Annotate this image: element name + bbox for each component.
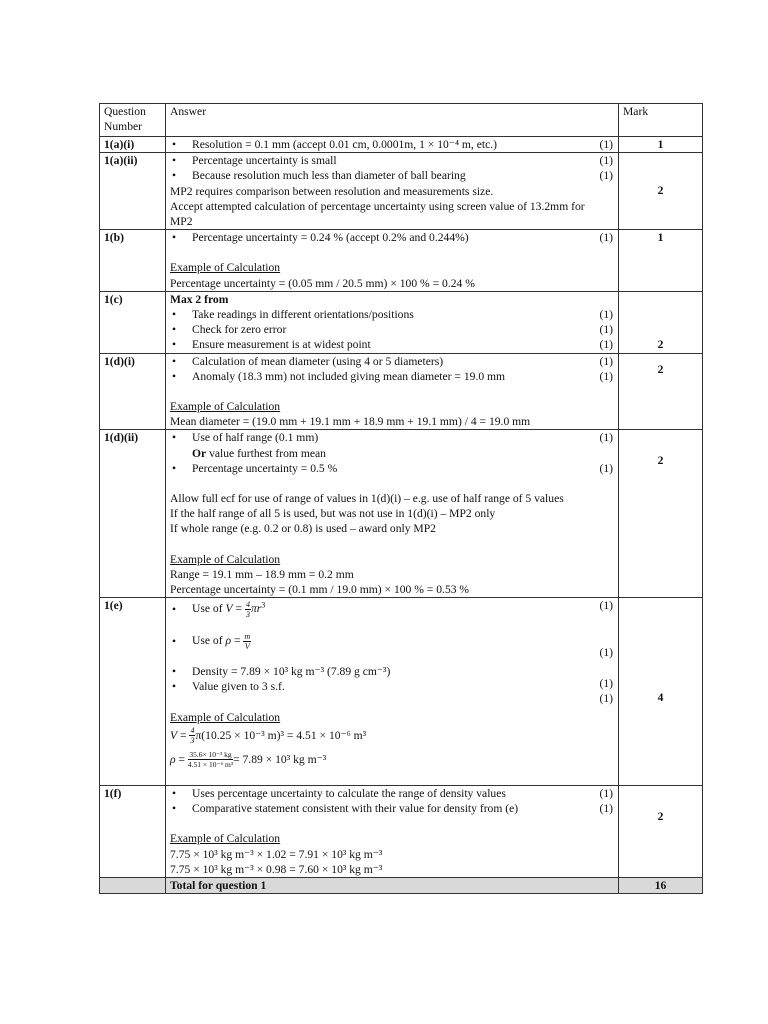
- bullet-text: Value given to 3 s.f.: [192, 680, 285, 694]
- bullet-text: Comparative statement consistent with their value for density from (e): [192, 802, 519, 816]
- example-heading: Example of Calculation: [170, 832, 281, 846]
- row-1a-ii: [100, 153, 703, 230]
- answer-cell: • Percentage uncertainty is small • Because resolution much less than diameter of ball bearing MP2 requires comparison between resolution and measurements size. Accept attempted calculation of percentage uncertainty using screen value of 13.2mm for MP2: [166, 153, 596, 230]
- question-number-header: Question Number: [100, 104, 166, 137]
- example-line: Percentage uncertainty = (0.1 mm / 19.0 mm) × 100 % = 0.53 %: [170, 583, 470, 597]
- row-1f: [100, 785, 703, 877]
- example-line: 7.75 × 10³ kg m⁻³ × 0.98 = 7.60 × 10³ kg m⁻³: [170, 862, 383, 876]
- answer-cell: • Use of V = $\frac{4}{3}$ $\pi r^3$ • Use of ρ = $\frac{m}{V}$ • Density = 7.89 × 10³ kg m⁻³ (7.89 g cm⁻³) • Value given to 3 s.f. Example of Calculation V = $\frac{4}{3}$ π(10.25 × 10⁻³ m)³ = 4.51 × 10⁻⁶ m³ ρ = $\frac{\text{35.6× 10⁻³ kg}}{\text{4.51 × 10⁻⁶ m³}}$ = 7.89 × 10³ kg m⁻³: [166, 598, 596, 786]
- total-mark: 4: [619, 598, 703, 786]
- max-heading: Max 2 from: [170, 292, 229, 306]
- total-row: [100, 877, 703, 893]
- note-text: If whole range (e.g. 0.2 or 0.8) is used – award only MP2: [170, 522, 436, 536]
- example-line: 7.75 × 10³ kg m⁻³ × 1.02 = 7.91 × 10³ kg m⁻³: [170, 847, 383, 861]
- bullet-text: Density = 7.89 × 10³ kg m⁻³ (7.89 g cm⁻³): [192, 665, 391, 679]
- bullet-text: Uses percentage uncertainty to calculate the range of density values: [192, 786, 506, 800]
- bullet-text: Use of half range (0.1 mm): [192, 431, 319, 445]
- note-text: If the half range of all 5 is used, but was not use in 1(d)(i) – MP2 only: [170, 507, 496, 521]
- answer-cell: • Resolution = 0.1 mm (accept 0.01 cm, 0.0001m, 1 × 10⁻⁴ m, etc.): [166, 137, 596, 153]
- note-text: MP2 requires comparison between resolution and measurements size.: [170, 184, 494, 198]
- total-mark: 1: [619, 230, 703, 292]
- bullet-text: Check for zero error: [192, 323, 287, 337]
- question-number: 1(d)(ii): [100, 430, 166, 598]
- question-number: 1(c): [100, 291, 166, 353]
- bullet-text: Use of ρ = $\frac{m}{V}$: [192, 631, 251, 651]
- example-heading: Example of Calculation: [170, 261, 281, 275]
- example-line: Percentage uncertainty = (0.05 mm / 20.5 mm) × 100 % = 0.24 %: [170, 276, 475, 290]
- total-mark: 2: [619, 291, 703, 353]
- sub-marks: (1): [596, 230, 619, 292]
- example-equation-density: ρ = $\frac{\text{35.6× 10⁻³ kg}}{\text{4.51 × 10⁻⁶ m³}}$ = 7.89 × 10³ kg m⁻³: [170, 750, 327, 770]
- total-row-blank: [100, 877, 166, 893]
- bullet-text: Ensure measurement is at widest point: [192, 338, 371, 352]
- row-1c: [100, 291, 703, 353]
- example-heading: Example of Calculation: [170, 710, 281, 724]
- sub-marks: (1) (1) (1) (1): [596, 598, 619, 786]
- mark-scheme-table: [99, 103, 703, 894]
- header-row: [100, 104, 703, 137]
- note-text: Allow full ecf for use of range of values in 1(d)(i) – e.g. use of half range of 5 values: [170, 492, 564, 506]
- total-mark: 2: [619, 785, 703, 877]
- note-text: Accept attempted calculation of percentage uncertainty using screen value of 13.2mm for MP2: [170, 199, 585, 229]
- grand-total: 16: [619, 877, 703, 893]
- sub-marks: (1): [596, 137, 619, 153]
- question-number: 1(e): [100, 598, 166, 786]
- sub-marks: (1) (1): [596, 153, 619, 230]
- answer-header: Answer: [166, 104, 619, 137]
- answer-cell: Max 2 from • Take readings in different orientations/positions • Check for zero error • Ensure measurement is at widest point: [166, 291, 596, 353]
- sub-marks: (1) (1) (1): [596, 291, 619, 353]
- total-mark: 1: [619, 137, 703, 153]
- sub-marks: (1) (1): [596, 785, 619, 877]
- total-mark: 2: [619, 430, 703, 598]
- example-line: Mean diameter = (19.0 mm + 19.1 mm + 18.9 mm + 19.1 mm) / 4 = 19.0 mm: [170, 415, 531, 429]
- mark-header: Mark: [619, 104, 703, 137]
- question-number: 1(d)(i): [100, 353, 166, 430]
- question-number: 1(a)(i): [100, 137, 166, 153]
- answer-cell: • Percentage uncertainty = 0.24 % (accept 0.2% and 0.244%) Example of Calculation Percentage uncertainty = (0.05 mm / 20.5 mm) × 100 % = 0.24 %: [166, 230, 596, 292]
- bullet-text: Use of V = $\frac{4}{3}$ $\pi r^3$: [192, 599, 266, 619]
- answer-cell: • Use of half range (0.1 mm) Or value furthest from mean • Percentage uncertainty = 0.5 % Allow full ecf for use of range of values in 1(d)(i) – e.g. use of half range of 5 values If the half range of all 5 is used, but was not use in 1(d)(i) – MP2 only If whole range (e.g. 0.2 or 0.8) is used – award only MP2 Example of Calculation Range = 19.1 mm – 18.9 mm = 0.2 mm Percentage uncertainty = (0.1 mm / 19.0 mm) × 100 % = 0.53 %: [166, 430, 596, 598]
- sub-marks: (1) (1): [596, 353, 619, 430]
- answer-cell: • Uses percentage uncertainty to calculate the range of density values • Comparative statement consistent with their value for density from (e) Example of Calculation 7.75 × 10³ kg m⁻³ × 1.02 = 7.91 × 10³ kg m⁻³ 7.75 × 10³ kg m⁻³ × 0.98 = 7.60 × 10³ kg m⁻³: [166, 785, 596, 877]
- bullet-text: Take readings in different orientations/positions: [192, 308, 414, 322]
- total-label: Total for question 1: [166, 877, 619, 893]
- bullet-text: Percentage uncertainty is small: [192, 154, 337, 168]
- row-1d-ii: [100, 430, 703, 598]
- row-1a-i: [100, 137, 703, 153]
- row-1e: [100, 598, 703, 786]
- sub-marks: (1) (1): [596, 430, 619, 598]
- total-mark: 2: [619, 153, 703, 230]
- bullet-text: Anomaly (18.3 mm) not included giving mean diameter = 19.0 mm: [192, 369, 506, 383]
- total-mark: 2: [619, 353, 703, 430]
- bullet-text: Percentage uncertainty = 0.5 %: [192, 461, 338, 475]
- bullet-text: Resolution = 0.1 mm (accept 0.01 cm, 0.0001m, 1 × 10⁻⁴ m, etc.): [192, 138, 497, 151]
- question-number: 1(a)(ii): [100, 153, 166, 230]
- row-1b: [100, 230, 703, 292]
- example-equation-volume: V = $\frac{4}{3}$ π(10.25 × 10⁻³ m)³ = 4.51 × 10⁻⁶ m³: [170, 726, 367, 746]
- or-word: Or: [192, 446, 207, 460]
- bullet-text: Because resolution much less than diameter of ball bearing: [192, 169, 466, 183]
- or-text: value furthest from mean: [206, 446, 326, 460]
- bullet-text: Percentage uncertainty = 0.24 % (accept 0.2% and 0.244%): [192, 231, 469, 245]
- bullet-text: Calculation of mean diameter (using 4 or 5 diameters): [192, 354, 444, 368]
- answer-cell: • Calculation of mean diameter (using 4 or 5 diameters) • Anomaly (18.3 mm) not included giving mean diameter = 19.0 mm Example of Calculation Mean diameter = (19.0 mm + 19.1 mm + 18.9 mm + 19.1 mm) / 4 = 19.0 mm: [166, 353, 596, 430]
- example-heading: Example of Calculation: [170, 552, 281, 566]
- row-1d-i: [100, 353, 703, 430]
- example-heading: Example of Calculation: [170, 400, 281, 414]
- question-number: 1(f): [100, 785, 166, 877]
- question-number: 1(b): [100, 230, 166, 292]
- example-line: Range = 19.1 mm – 18.9 mm = 0.2 mm: [170, 567, 354, 581]
